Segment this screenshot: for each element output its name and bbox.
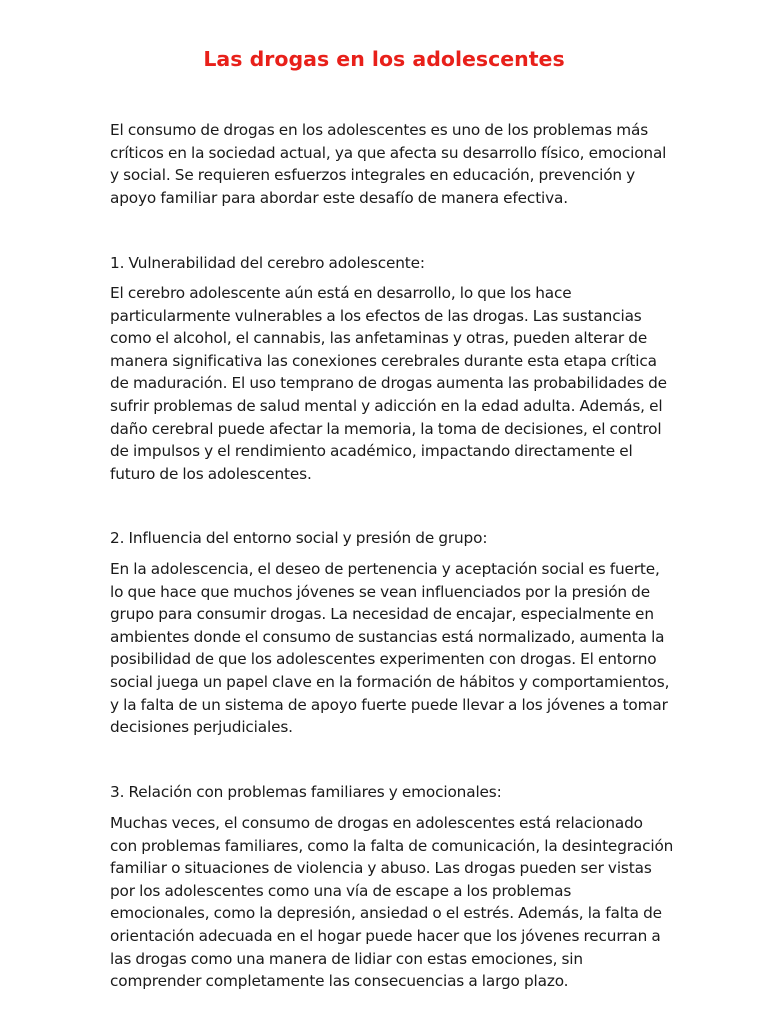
section-2-line: decisiones perjudiciales.	[110, 718, 293, 737]
section-2-line: ambientes donde el consumo de sustancias está normalizado, aumenta la	[110, 627, 665, 646]
document-title: Las drogas en los adolescentes	[203, 47, 565, 71]
section-1-line: de impulsos y el rendimiento académico, impactando directamente el	[110, 442, 633, 461]
section-1-line: de maduración. El uso temprano de drogas aumenta las probabilidades de	[110, 374, 667, 393]
section-1-line: como el alcohol, el cannabis, las anfetaminas y otras, pueden alterar de	[110, 329, 648, 348]
section-1-line: futuro de los adolescentes.	[110, 464, 312, 483]
section-2-line: y la falta de un sistema de apoyo fuerte puede llevar a los jóvenes a tomar	[110, 695, 668, 714]
section-3-paragraph	[110, 812, 674, 993]
section-3-line: por los adolescentes como una vía de escape a los problemas	[110, 881, 572, 900]
section-3-line: comprender completamente las consecuencias a largo plazo.	[110, 972, 569, 991]
section-2-line: En la adolescencia, el deseo de pertenencia y aceptación social es fuerte,	[110, 560, 660, 578]
section-1-line: daño cerebral puede afectar la memoria, la toma de decisiones, el control	[110, 419, 662, 438]
section-2-paragraph	[110, 558, 670, 739]
intro-line: y social. Se requieren esfuerzos integrales en educación, prevención y	[110, 166, 636, 185]
section-2-line: grupo para consumir drogas. La necesidad de encajar, especialmente en	[110, 605, 654, 624]
section-2-line: posibilidad de que los adolescentes experimenten con drogas. El entorno	[110, 650, 657, 669]
section-2-line: social juega un papel clave en la formación de hábitos y comportamientos,	[110, 672, 670, 691]
section-1-paragraph	[110, 282, 670, 485]
section-3-line: con problemas familiares, como la falta de comunicación, la desintegración	[110, 836, 674, 855]
section-3-heading: 3. Relación con problemas familiares y emocionales:	[110, 783, 502, 801]
section-1-line: manera significativa las conexiones cerebrales durante esta etapa crítica	[110, 351, 657, 370]
section-1-line: El cerebro adolescente aún está en desarrollo, lo que los hace	[110, 284, 572, 302]
section-3-line: las drogas como una manera de lidiar con estas emociones, sin	[110, 949, 583, 968]
intro-paragraph	[110, 119, 670, 209]
section-3-line: familiar o situaciones de violencia y abuso. Las drogas pueden ser vistas	[110, 859, 652, 878]
section-1-heading: 1. Vulnerabilidad del cerebro adolescente:	[110, 254, 425, 272]
intro-line: críticos en la sociedad actual, ya que afecta su desarrollo físico, emocional	[110, 143, 667, 162]
intro-line: apoyo familiar para abordar este desafío de manera efectiva.	[110, 188, 568, 207]
section-2-heading: 2. Influencia del entorno social y presión de grupo:	[110, 529, 488, 547]
section-1-line: sufrir problemas de salud mental y adicción en la edad adulta. Además, el	[110, 396, 663, 415]
intro-line: El consumo de drogas en los adolescentes es uno de los problemas más	[110, 121, 649, 139]
section-3-line: emocionales, como la depresión, ansiedad o el estrés. Además, la falta de	[110, 904, 662, 923]
section-2-line: lo que hace que muchos jóvenes se vean influenciados por la presión de	[110, 582, 650, 601]
section-1-line: particularmente vulnerables a los efectos de las drogas. Las sustancias	[110, 306, 642, 325]
section-3-line: Muchas veces, el consumo de drogas en adolescentes está relacionado	[110, 814, 643, 832]
section-3-line: orientación adecuada en el hogar puede hacer que los jóvenes recurran a	[110, 926, 661, 945]
